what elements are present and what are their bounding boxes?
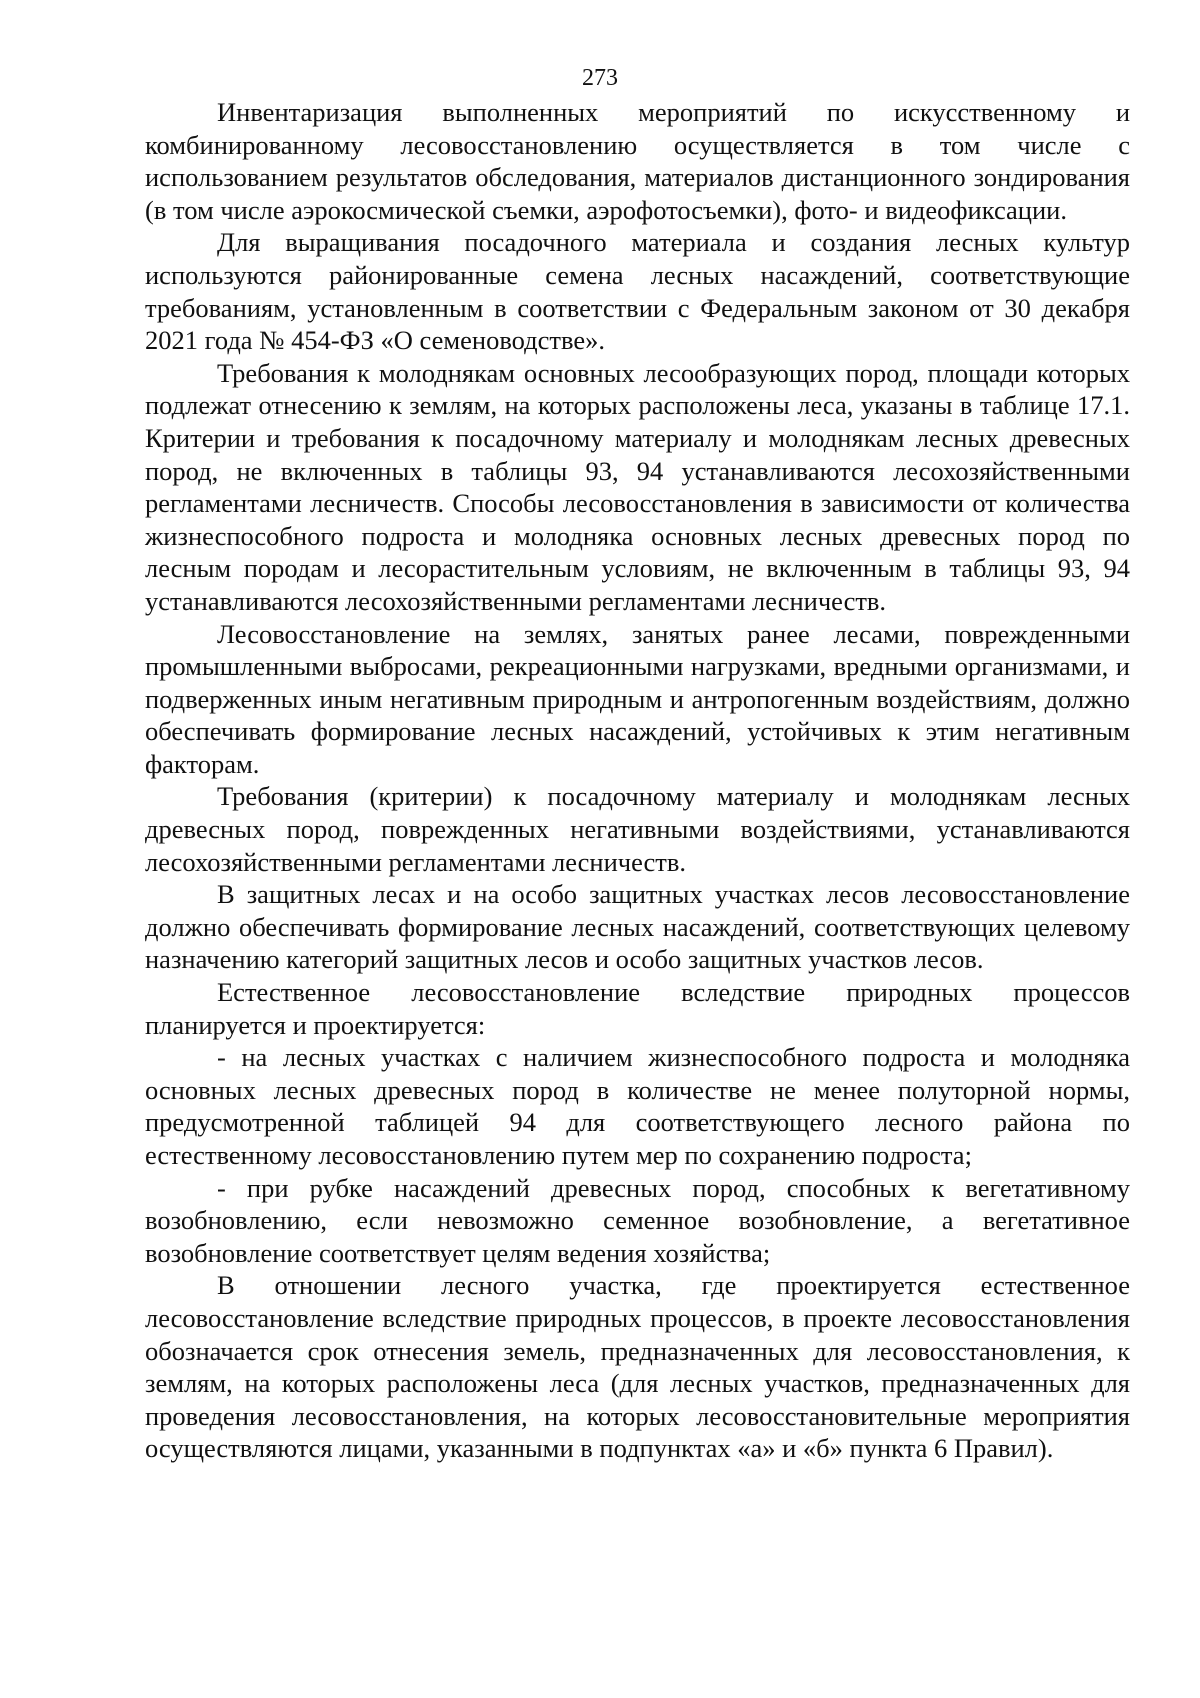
list-item-vegetative-renewal: - при рубке насаждений древесных пород, способных к вегетативному возобновлению, если невозможно семенное возобновление, а вегетативное возобновление соответствует целям ведения хозяйства; [145,1172,1130,1268]
paragraph-damaged-lands: Лесовосстановление на землях, занятых ранее лесами, поврежденными промышленными выбросами, рекреационными нагрузками, вредными организмами, и подверженных иным негативным природным и антропогенным воздействиям, должно обеспечивать формирование лесных насаждений, устойчивых к этим негативным факторам. [145,618,1130,779]
paragraph-inventory: Инвентаризация выполненных мероприятий по искусственному и комбинированному лесовосстановлению осуществляется в том числе с использованием результатов обследования, материалов дистанционного зондирования (в том числе аэрокосмической съемки, аэрофотосъемки), фото- и видеофиксации. [145,97,1130,225]
paragraph-protective-forests: В защитных лесах и на особо защитных участках лесов лесовосстановление должно обеспечивать формирование лесных насаждений, соответствующих целевому назначению категорий защитных лесов и особо защитных участков лесов. [145,879,1130,975]
document-body [145,96,1130,1465]
page-number: 273 [582,65,618,91]
paragraph-land-assignment-term: В отношении лесного участка, где проектируется естественное лесовосстановление вследствие природных процессов, в проекте лесовосстановления обозначается срок отнесения земель, предназначенных для лесовосстановления, к землям, на которых расположены леса (для лесных участков, предназначенных для проведения лесовосстановления, на которых лесовосстановительные мероприятия осуществляются лицами, указанными в подпунктах «а» и «б» пункта 6 Правил). [145,1270,1130,1464]
paragraph-seeds: Для выращивания посадочного материала и создания лесных культур используются районированные семена лесных насаждений, соответствующие требованиям, установленным в соответствии с Федеральным законом от 30 декабря 2021 года № 454-ФЗ «О семеноводстве». [145,227,1130,356]
paragraph-damaged-planting-criteria: Требования (критерии) к посадочному материалу и молоднякам лесных древесных пород, поврежденных негативными воздействиями, устанавливаются лесохозяйственными регламентами лесничеств. [145,781,1130,877]
paragraph-natural-regeneration: Естественное лесовосстановление вследствие природных процессов планируется и проектируется: [145,977,1130,1040]
paragraph-young-stands-requirements: Требования к молоднякам основных лесообразующих пород, площади которых подлежат отнесению к землям, на которых расположены леса, указаны в таблице 17.1. Критерии и требования к посадочному материалу и молоднякам лесных древесных пород, не включенных в таблицы 93, 94 устанавливаются лесохозяйственными регламентами лесничеств. Способы лесовосстановления в зависимости от количества жизнеспособного подроста и молодняка основных лесных древесных пород по лесным породам и лесорастительным условиям, не включенным в таблицы 93, 94 устанавливаются лесохозяйственными регламентами лесничеств. [145,357,1130,616]
list-item-undergrowth: - на лесных участках с наличием жизнеспособного подроста и молодняка основных лесных древесных пород в количестве не менее полуторной нормы, предусмотренной таблицей 94 для соответствующего лесного района по естественному лесовосстановлению путем мер по сохранению подроста; [145,1042,1130,1170]
